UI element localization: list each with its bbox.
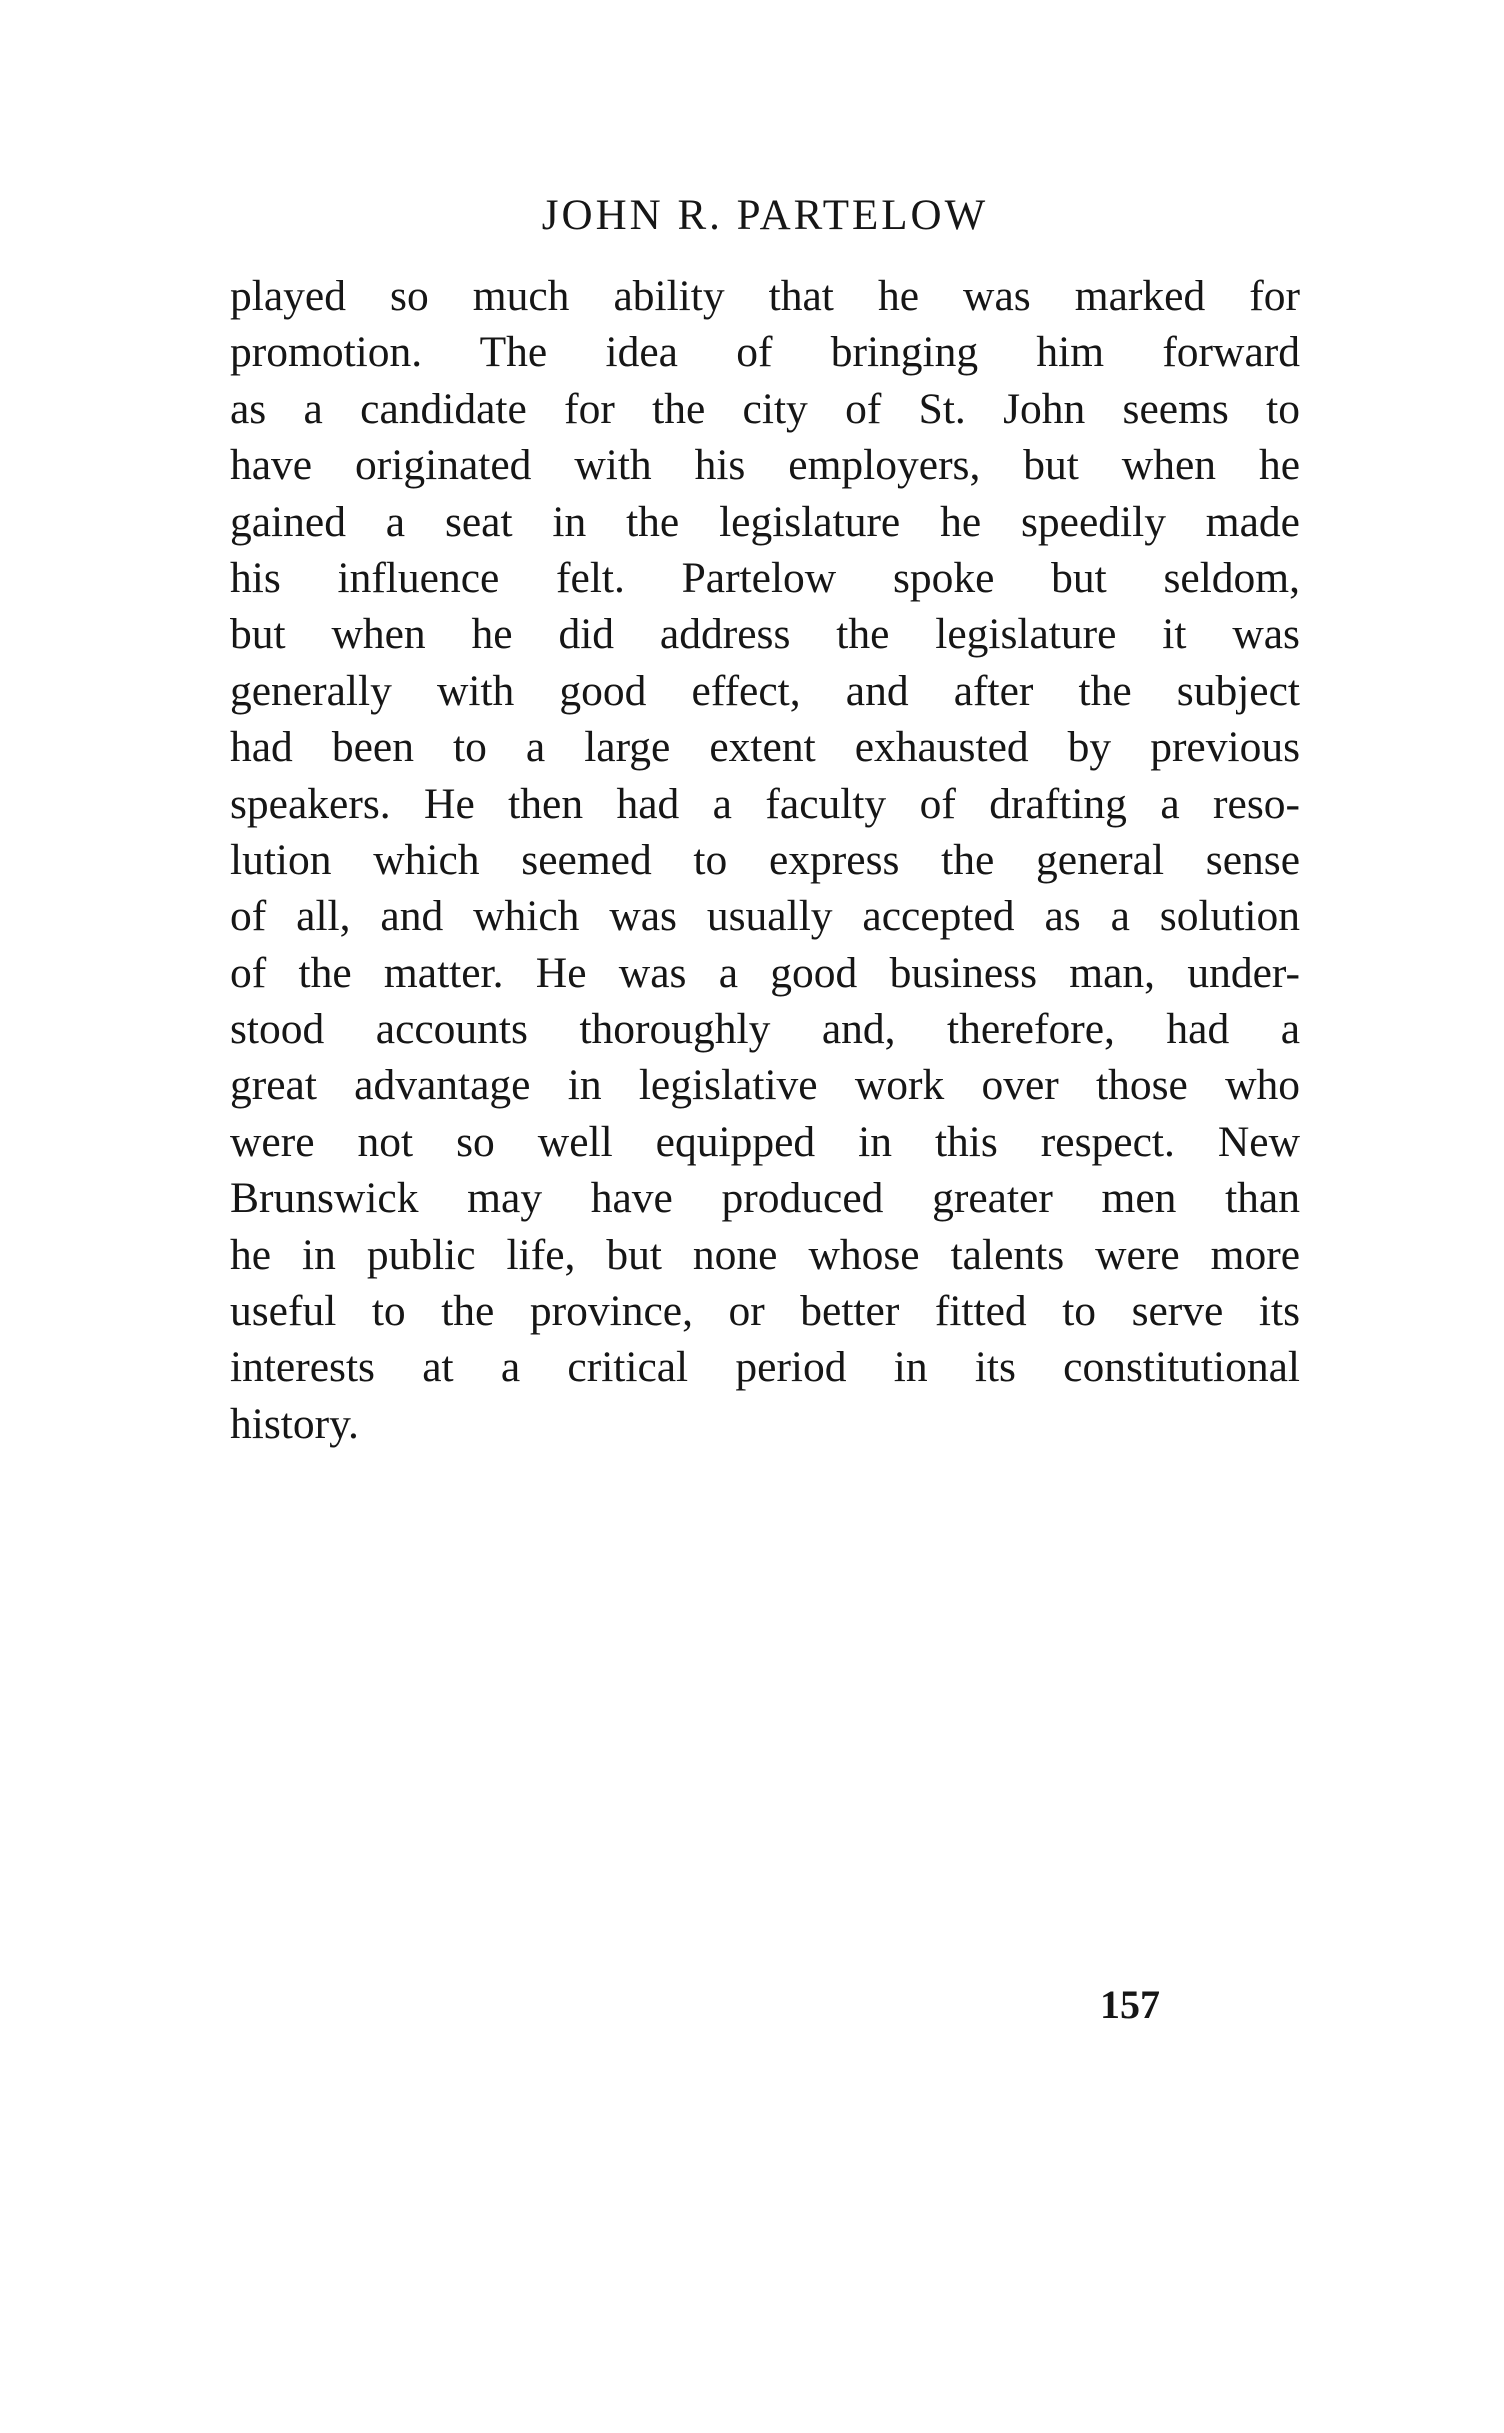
text-line: as a candidate for the city of St. John seems to: [230, 384, 1300, 433]
text-line: but when he did address the legislature it was: [230, 610, 1300, 659]
text-line: of the matter. He was a good business man, under-: [230, 948, 1300, 997]
text-line: of all, and which was usually accepted as a solution: [230, 892, 1300, 941]
text-line: interests at a critical period in its constitutional: [230, 1343, 1300, 1392]
text-line: generally with good effect, and after the subject: [230, 666, 1300, 715]
text-line: great advantage in legislative work over those who: [230, 1061, 1300, 1110]
body-text: [230, 268, 1300, 1452]
text-line: played so much ability that he was marked for: [230, 272, 1300, 320]
running-head: JOHN R. PARTELOW: [541, 192, 989, 239]
text-line: have originated with his employers, but when he: [230, 441, 1300, 490]
text-line: promotion. The idea of bringing him forward: [230, 328, 1300, 377]
text-line: were not so well equipped in this respect. New: [230, 1117, 1300, 1166]
text-line: had been to a large extent exhausted by previous: [230, 723, 1300, 772]
text-line: stood accounts thoroughly and, therefore, had a: [230, 1005, 1300, 1054]
text-line: his influence felt. Partelow spoke but seldom,: [230, 553, 1300, 602]
text-line: speakers. He then had a faculty of drafting a reso-: [230, 779, 1300, 828]
text-line: gained a seat in the legislature he speedily made: [230, 497, 1300, 546]
text-line: he in public life, but none whose talents were more: [230, 1230, 1300, 1279]
text-line: useful to the province, or better fitted to serve its: [230, 1287, 1300, 1336]
text-line: lution which seemed to express the general sense: [230, 835, 1300, 884]
text-line: history.: [230, 1399, 359, 1448]
text-line: Brunswick may have produced greater men than: [230, 1174, 1300, 1223]
page-number: 157: [1100, 1982, 1160, 2027]
